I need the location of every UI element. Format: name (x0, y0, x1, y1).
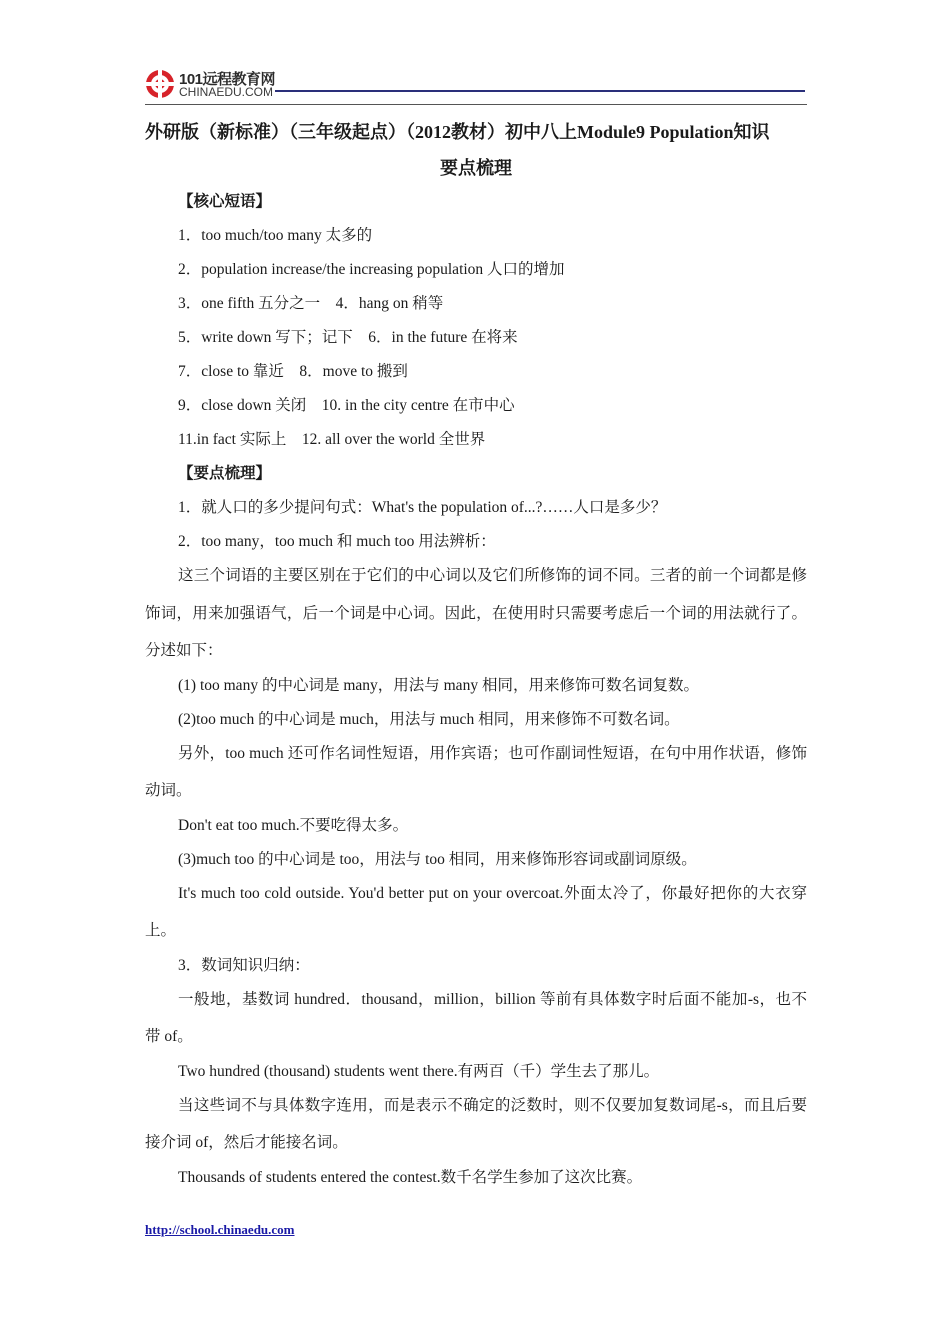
footer-url-link[interactable]: http://school.chinaedu.com (145, 1222, 295, 1237)
key-point-3: 3．数词知识归纳： (178, 956, 310, 974)
title-line-1: 外研版（新标准）（三年级起点）（2012教材）初中八上Module9 Population知识 (145, 122, 770, 142)
explanation-paragraph: 这三个词语的主要区别在于它们的中心词以及它们所修饰的词不同。三者的前一个词都是修饰词，用来加强语气，后一个词是中心词。因此，在使用时只需要考虑后一个词的用法就行了。分述如下： (145, 567, 807, 659)
example-sentence: Don't eat too much.不要吃得太多。 (178, 816, 409, 834)
core-item: 2．population increase/the increasing population 人口的增加 (178, 261, 565, 278)
core-phrases-heading: 【核心短语】 (178, 193, 272, 210)
numeral-rule-paragraph: 一般地，基数词 hundred．thousand，million，billion 等前有具体数字时后面不能加-s，也不带 of。 (145, 990, 807, 1045)
numeral-plural-paragraph: 当这些词不与具体数字连用，而是表示不确定的泛数时，则不仅要加复数词尾-s，而且后要接介词 of，然后才能接名词。 (145, 1096, 807, 1151)
too-much-extra-paragraph: 另外，too much 还可作名词性短语，用作宾语；也可作副词性短语，在句中用作状语，修饰动词。 (145, 744, 807, 799)
header-rule-bottom (145, 104, 807, 105)
logo-emblem-icon (145, 69, 175, 99)
core-item: 9．close down 关闭 10. in the city centre 在市中心 (178, 397, 515, 414)
core-item: 5．write down 写下；记下 6．in the future 在将来 (178, 329, 518, 346)
logo-main-text: 101远程教育网 (179, 71, 276, 88)
core-item: 11.in fact 实际上 12. all over the world 全世界 (178, 431, 486, 448)
core-item: 3．one fifth 五分之一 4．hang on 稍等 (178, 295, 444, 312)
logo-sub-text: CHINAEDU.COM (179, 85, 274, 99)
example-sentence: Two hundred (thousand) students went there.有两百（千）学生去了那儿。 (178, 1062, 660, 1080)
title-line-2: 要点梳理 (440, 158, 512, 178)
core-item: 1．too much/too many 太多的 (178, 227, 373, 244)
key-point-2: 2．too many，too much 和 much too 用法辨析： (178, 533, 496, 550)
page-footer (145, 1222, 295, 1238)
core-item: 7．close to 靠近 8．move to 搬到 (178, 363, 408, 380)
example-sentence: Thousands of students entered the contest.数千名学生参加了这次比赛。 (178, 1168, 643, 1186)
page-header (145, 66, 807, 106)
document-title (145, 114, 807, 186)
key-points-heading: 【要点梳理】 (178, 465, 272, 482)
key-point-1: 1．就人口的多少提问句式：What's the population of...?……人口是多少？ (178, 499, 667, 516)
usage-much-too: (3)much too 的中心词是 too，用法与 too 相同，用来修饰形容词或副词原级。 (178, 850, 697, 868)
site-logo (145, 66, 275, 102)
document-body (145, 185, 807, 1195)
header-rule-top (275, 90, 805, 92)
usage-too-much: (2)too much 的中心词是 much，用法与 much 相同，用来修饰不可数名词。 (178, 710, 680, 728)
usage-too-many: (1) too many 的中心词是 many，用法与 many 相同，用来修饰可数名词复数。 (178, 676, 699, 694)
example-sentence-long: It's much too cold outside. You'd better put on your overcoat.外面太冷了，你最好把你的大衣穿上。 (145, 884, 807, 939)
